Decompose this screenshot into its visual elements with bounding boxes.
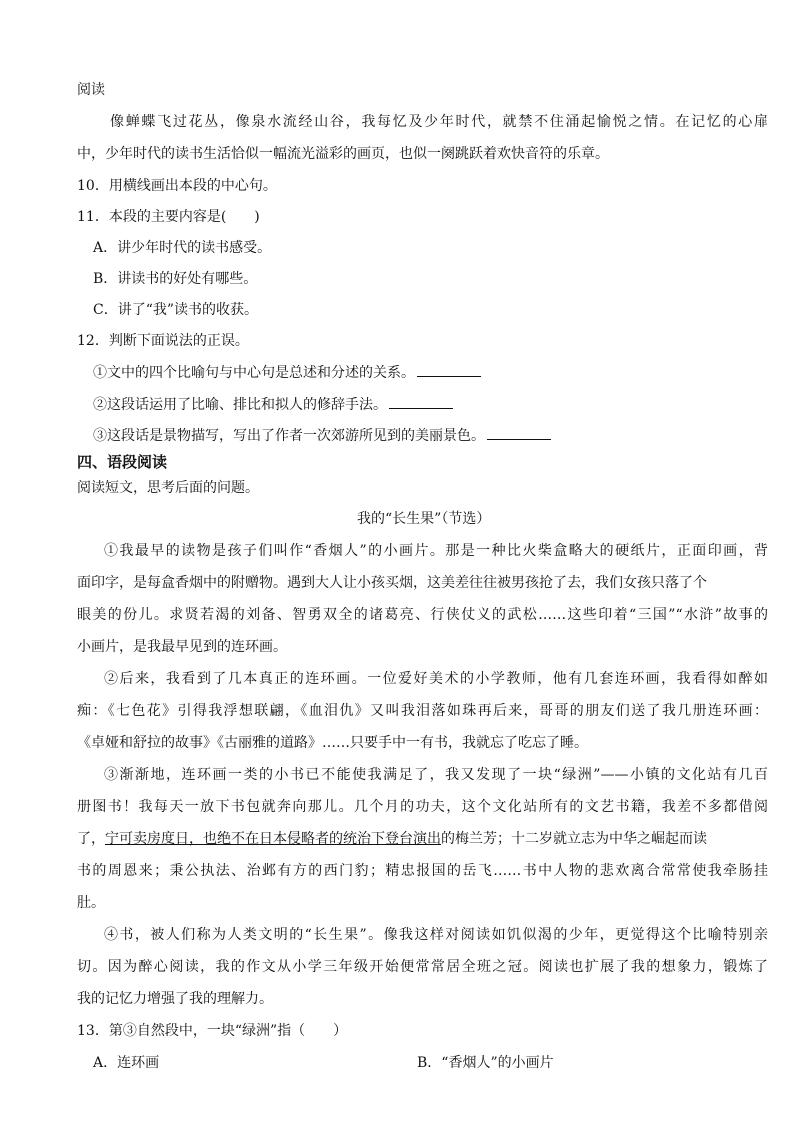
passage-line: ④书，被人们称为人类文明的“长生果”。像我这样对阅读如饥似渴的少年，更觉得这个比喻特别亲: [104, 927, 768, 943]
option-a: A．连环画: [93, 1055, 160, 1071]
question-13: 13．第③自然段中，一块“绿洲”指（ ）: [77, 1023, 348, 1039]
passage-line: 眼美的份儿。求贤若渴的刘备、智勇双全的诸葛亮、行侠仗义的武松……这些印着“三国”“水浒”故事的: [77, 607, 768, 623]
option-b: B．“香烟人”的小画片: [417, 1055, 554, 1071]
option-b: B．讲读书的好处有哪些。: [93, 271, 258, 287]
passage-line: 肚。: [77, 895, 105, 911]
passage-line: ③渐渐地，连环画一类的小书已不能使我满足了，我又发现了一块“绿洲”——小镇的文化站有几百: [104, 767, 768, 783]
statement-3: ③这段话是景物描写，写出了作者一次郊游所见到的美丽景色。: [93, 425, 551, 446]
passage-line: 痴：《七色花》引得我浮想联翩，《血泪仇》又叫我泪落如珠再后来，哥哥的朋友们送了我几册连环画：: [77, 703, 768, 719]
option-a: A．讲少年时代的读书感受。: [93, 240, 272, 256]
passage-line: 切。因为醉心阅读，我的作文从小学三年级开始便常常居全班之冠。阅读也扩展了我的想象力，锻炼了: [77, 959, 768, 975]
passage-line: 面印字，是每盒香烟中的附赠物。遇到大人让小孩买烟，这美差往往被男孩抢了去，我们女孩只落了个: [77, 575, 707, 591]
answer-blank[interactable]: [487, 425, 551, 440]
underlined-sentence: 宁可卖房度日，也绝不在日本侵略者的统治下登台演出: [105, 831, 441, 847]
statement-1: ①文中的四个比喻句与中心句是总述和分述的关系。: [93, 362, 481, 383]
question-11: 11．本段的主要内容是( ): [77, 209, 260, 225]
question-12: 12．判断下面说法的正误。: [77, 333, 249, 349]
answer-blank[interactable]: [417, 362, 481, 377]
passage-line: 我的记忆力增强了我的理解力。: [77, 991, 273, 1007]
passage-line: ②后来，我看到了几本真正的连环画。一位爱好美术的小学教师，他有几套连环画，我看得如醉如: [104, 671, 768, 687]
section-label: 阅读: [77, 82, 105, 98]
passage-line: 小画片，是我最早见到的连环画。: [77, 639, 287, 655]
passage-line: 册图书！我每天一放下书包就奔向那儿。几个月的功夫，这个文化站所有的文艺书籍，我差不多都借阅: [77, 799, 768, 815]
article-title: 我的“长生果”（节选）: [357, 511, 491, 527]
passage-line: 了，宁可卖房度日，也绝不在日本侵略者的统治下登台演出的梅兰芳；十二岁就立志为中华之崛起而读: [77, 831, 707, 847]
answer-blank[interactable]: [389, 394, 453, 409]
option-c: C．讲了“我”读书的收获。: [93, 302, 259, 318]
instruction: 阅读短文，思考后面的问题。: [77, 480, 259, 496]
question-10: 10．用横线画出本段的中心句。: [77, 178, 277, 194]
section-heading: 四、语段阅读: [77, 453, 168, 471]
passage-line: 书的周恩来；秉公执法、治邺有方的西门豹；精忠报国的岳飞……书中人物的悲欢离合常常使我牵肠挂: [77, 863, 768, 879]
passage-line: ①我最早的读物是孩子们叫作“香烟人”的小画片。那是一种比火柴盒略大的硬纸片，正面印画，背: [104, 543, 768, 559]
passage-line: 《卓娅和舒拉的故事》《古丽雅的道路》……只要手中一有书，我就忘了吃忘了睡。: [77, 735, 588, 751]
passage-line: 中，少年时代的读书生活恰似一幅流光溢彩的画页，也似一阕跳跃着欢快音符的乐章。: [77, 146, 609, 162]
passage-line: 像蝉蝶飞过花丛，像泉水流经山谷，我每忆及少年时代，就禁不住涌起愉悦之情。在记忆的心扉: [110, 114, 768, 130]
statement-2: ②这段话运用了比喻、排比和拟人的修辞手法。: [93, 394, 453, 415]
